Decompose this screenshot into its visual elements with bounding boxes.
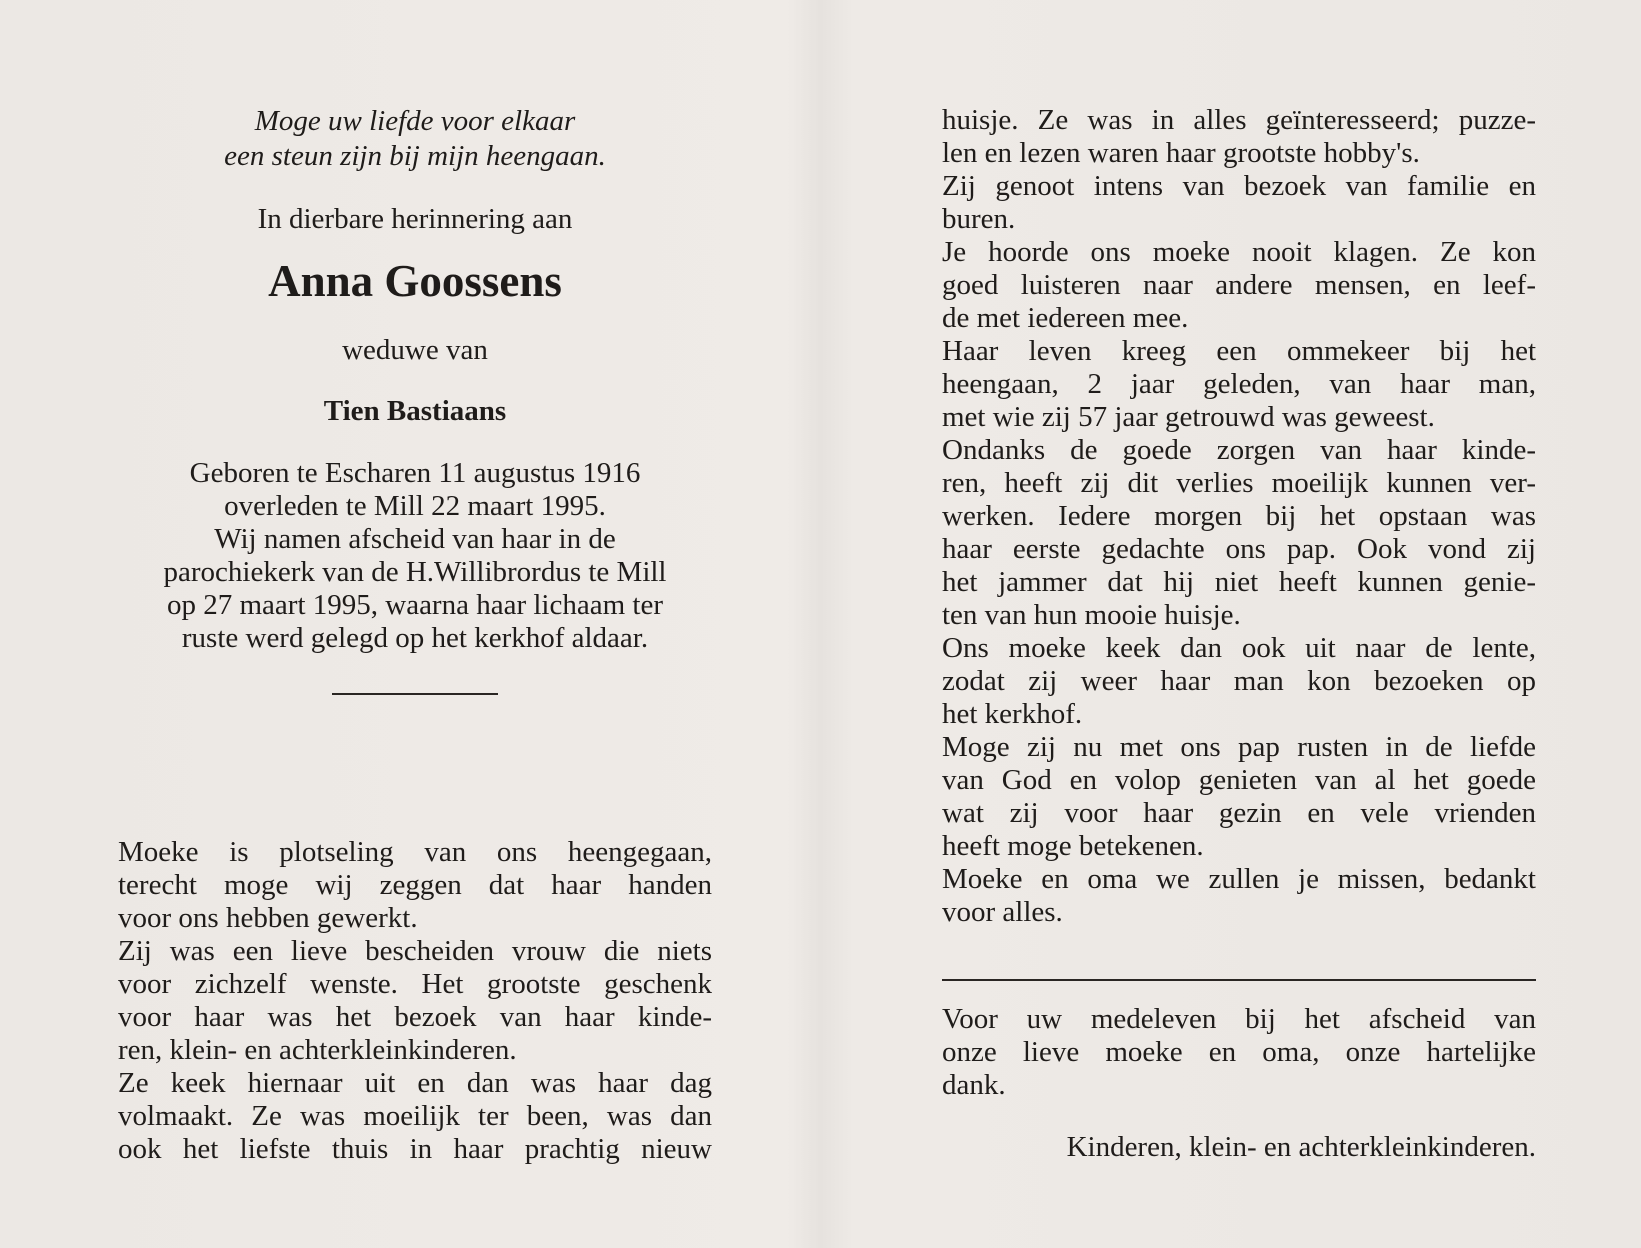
body-line: Zij genoot intens van bezoek van familie en bbox=[942, 170, 1536, 202]
dates-block bbox=[118, 457, 712, 655]
dates-line: overleden te Mill 22 maart 1995. bbox=[224, 490, 606, 522]
dates-line: ruste werd gelegd op het kerkhof aldaar. bbox=[181, 622, 649, 654]
body-line: de met iedereen mee. bbox=[942, 302, 1189, 334]
body-line: Moeke is plotseling van ons heengegaan, bbox=[118, 836, 712, 868]
body-line: Moeke en oma we zullen je missen, bedankt bbox=[942, 863, 1536, 895]
body-line: Ondanks de goede zorgen van haar kinde- bbox=[942, 434, 1536, 466]
body-line: ten van hun mooie huisje. bbox=[942, 599, 1241, 631]
body-line: huisje. Ze was in alles geïnteresseerd; puzze- bbox=[942, 104, 1536, 136]
body-line: buren. bbox=[942, 203, 1016, 235]
body-line: Ons moeke keek dan ook uit naar de lente, bbox=[942, 632, 1536, 664]
body-line: voor zichzelf wenste. Het grootste geschenk bbox=[118, 968, 712, 1000]
body-line: het jammer dat hij niet heeft kunnen genie- bbox=[942, 566, 1536, 598]
dates-line: parochiekerk van de H.Willibrordus te Mill bbox=[163, 556, 667, 588]
body-text bbox=[118, 836, 712, 1166]
body-line: voor haar was het bezoek van haar kinde- bbox=[118, 1001, 712, 1033]
body-line: het kerkhof. bbox=[942, 698, 1083, 730]
body-line: ook het liefste thuis in haar prachtig nieuw bbox=[118, 1133, 712, 1165]
body-line: terecht moge wij zeggen dat haar handen bbox=[118, 869, 712, 901]
thanks-line: dank. bbox=[942, 1069, 1006, 1101]
body-line: van God en volop genieten van al het goede bbox=[942, 764, 1536, 796]
intro-line: In dierbare herinnering aan bbox=[257, 203, 573, 235]
body-line: wat zij voor haar gezin en vele vrienden bbox=[942, 797, 1536, 829]
signoff: Kinderen, klein- en achterkleinkinderen. bbox=[1066, 1131, 1536, 1163]
verse-line: een steun zijn bij mijn heengaan. bbox=[224, 140, 606, 172]
dates-line: op 27 maart 1995, waarna haar lichaam ter bbox=[166, 589, 663, 621]
widow-line: weduwe van bbox=[342, 334, 488, 366]
dates-line: Geboren te Escharen 11 augustus 1916 bbox=[189, 457, 641, 489]
body-line: zodat zij weer haar man kon bezoeken op bbox=[942, 665, 1536, 697]
body-line: Zij was een lieve bescheiden vrouw die niets bbox=[118, 935, 712, 967]
body-line: werken. Iedere morgen bij het opstaan was bbox=[942, 500, 1536, 532]
thanks-line: onze lieve moeke en oma, onze hartelijke bbox=[942, 1036, 1536, 1068]
verse bbox=[118, 104, 712, 174]
thanks-line: Voor uw medeleven bij het afscheid van bbox=[942, 1003, 1536, 1035]
body-text bbox=[942, 104, 1536, 929]
spouse-name: Tien Bastiaans bbox=[323, 395, 507, 427]
verse-line: Moge uw liefde voor elkaar bbox=[254, 105, 576, 137]
divider bbox=[942, 979, 1536, 981]
right-panel bbox=[942, 104, 1536, 1184]
body-line: voor ons hebben gewerkt. bbox=[118, 902, 418, 934]
body-line: len en lezen waren haar grootste hobby's. bbox=[942, 137, 1420, 169]
body-line: Haar leven kreeg een ommekeer bij het bbox=[942, 335, 1536, 367]
left-panel bbox=[118, 104, 712, 1184]
deceased-name: Anna Goossens bbox=[268, 256, 562, 306]
body-line: met wie zij 57 jaar getrouwd was geweest. bbox=[942, 401, 1435, 433]
thanks-text bbox=[942, 1003, 1536, 1102]
body-line: ren, heeft zij dit verlies moeilijk kunnen ver- bbox=[942, 467, 1536, 499]
body-line: heeft moge betekenen. bbox=[942, 830, 1204, 862]
body-line: heengaan, 2 jaar geleden, van haar man, bbox=[942, 368, 1536, 400]
body-line: haar eerste gedachte ons pap. Ook vond zij bbox=[942, 533, 1536, 565]
dates-line: Wij namen afscheid van haar in de bbox=[214, 523, 616, 555]
body-line: goed luisteren naar andere mensen, en leef- bbox=[942, 269, 1536, 301]
body-line: Ze keek hiernaar uit en dan was haar dag bbox=[118, 1067, 712, 1099]
body-line: ren, klein- en achterkleinkinderen. bbox=[118, 1034, 517, 1066]
body-line: Je hoorde ons moeke nooit klagen. Ze kon bbox=[942, 236, 1536, 268]
body-line: volmaakt. Ze was moeilijk ter been, was dan bbox=[118, 1100, 712, 1132]
left-body bbox=[118, 836, 712, 1166]
body-line: Moge zij nu met ons pap rusten in de liefde bbox=[942, 731, 1536, 763]
divider bbox=[332, 693, 498, 695]
body-line: voor alles. bbox=[942, 896, 1063, 928]
